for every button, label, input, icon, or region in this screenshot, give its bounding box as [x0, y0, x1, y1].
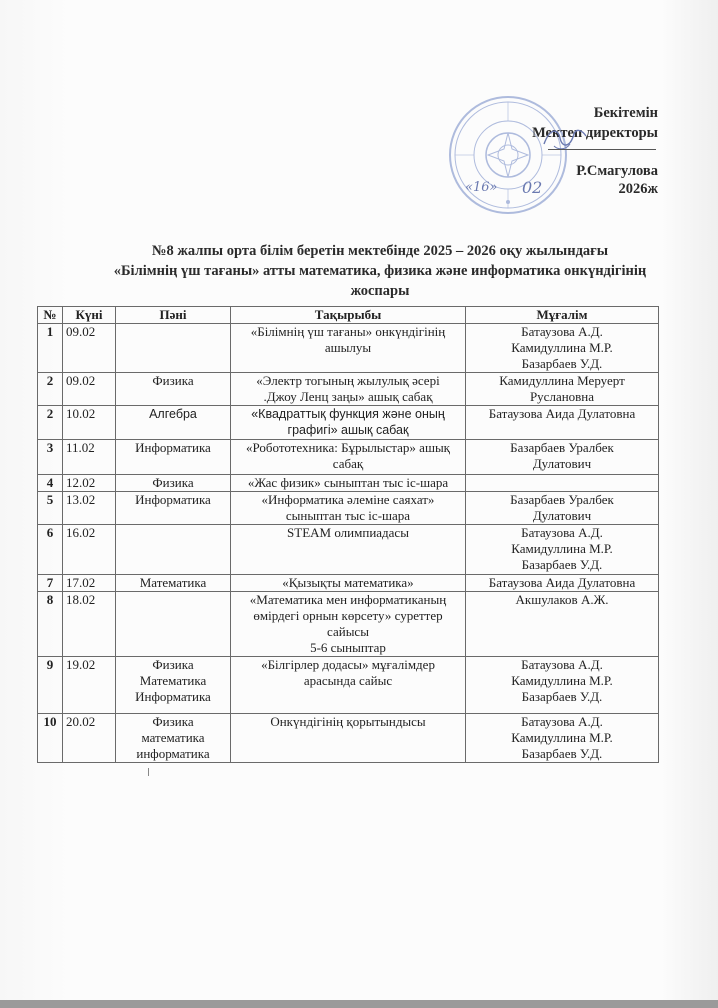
- row-date-cell: [63, 492, 116, 525]
- row-number: 9: [46, 657, 54, 672]
- table-row: [38, 592, 659, 657]
- row-subject: Алгебра: [149, 407, 197, 421]
- document-title-line-3: жоспары: [350, 283, 410, 299]
- row-subject: информатика: [136, 746, 210, 761]
- row-date-cell: [63, 525, 116, 575]
- row-date-cell: [63, 714, 116, 763]
- row-topic: Онкүндігінің қорытындысы: [270, 714, 426, 729]
- row-teacher: Дулатович: [532, 456, 592, 471]
- row-subject-cell: [116, 525, 231, 575]
- row-topic: «Информатика әлеміне саяхат»: [261, 492, 435, 507]
- row-teacher: Базарбаев Уралбек: [510, 492, 614, 507]
- row-teacher: Батаузова Аида Дулатовна: [488, 575, 636, 590]
- scan-edge: [0, 1000, 718, 1008]
- row-date: 18.02: [66, 592, 96, 607]
- row-topic: арасында сайыс: [303, 673, 393, 688]
- row-date: 13.02: [66, 492, 96, 507]
- row-teacher: Камидуллина М.Р.: [511, 673, 613, 688]
- document-title-line-2: «Білімнің үш тағаны» атты математика, физика және информатика онкүндігінің: [113, 263, 647, 279]
- row-subject: Информатика: [135, 689, 211, 704]
- row-subject-cell: [116, 592, 231, 657]
- approval-title: Бекітемін: [593, 105, 658, 121]
- director-name: Р.Смагулова: [576, 163, 658, 179]
- table-row: [38, 525, 659, 575]
- row-teacher-cell: [466, 714, 659, 763]
- row-subject: математика: [141, 730, 205, 745]
- row-topic: графигі» ашық сабақ: [287, 423, 409, 437]
- row-date-cell: [63, 475, 116, 492]
- row-number-cell: [38, 714, 63, 763]
- handwritten-day: «16»: [465, 180, 498, 195]
- row-teacher: Акшулаков А.Ж.: [515, 592, 609, 607]
- row-teacher: Базарбаев У.Д.: [521, 746, 603, 761]
- row-subject: Физика: [152, 714, 194, 729]
- row-date: 10.02: [66, 406, 96, 421]
- table-row: [38, 657, 659, 714]
- row-number-cell: [38, 575, 63, 592]
- row-topic-cell: [231, 373, 466, 406]
- row-topic: «Электр тогының жылулық әсері: [256, 373, 440, 388]
- row-date: 17.02: [66, 575, 96, 590]
- row-date-cell: [63, 406, 116, 440]
- row-date-cell: [63, 324, 116, 373]
- header-teacher: Мұғалім: [466, 307, 659, 324]
- row-topic: сыныптан тыс іс-шара: [285, 508, 411, 523]
- row-date: 09.02: [66, 373, 96, 388]
- row-number: 8: [46, 592, 54, 607]
- row-number-cell: [38, 592, 63, 657]
- handwritten-month: 02: [522, 178, 543, 197]
- row-number: 4: [46, 475, 54, 490]
- row-topic: «Білгірлер додасы» мұғалімдер: [261, 657, 435, 672]
- row-topic: STEAM олимпиадасы: [287, 525, 409, 540]
- row-subject-cell: [116, 475, 231, 492]
- row-teacher: Камидуллина М.Р.: [511, 340, 613, 355]
- row-teacher-cell: [466, 492, 659, 525]
- row-topic-cell: [231, 440, 466, 475]
- row-topic-cell: [231, 406, 466, 440]
- row-teacher-cell: [466, 373, 659, 406]
- row-teacher: Камидуллина М.Р.: [511, 541, 613, 556]
- row-teacher: Батаузова А.Д.: [521, 657, 603, 672]
- row-date-cell: [63, 440, 116, 475]
- table-row: [38, 475, 659, 492]
- row-topic: өмірдегі орнын көрсету» суреттер: [253, 608, 443, 623]
- row-teacher-cell: [466, 406, 659, 440]
- table-row: [38, 324, 659, 373]
- row-topic-cell: [231, 714, 466, 763]
- row-teacher-cell: [466, 592, 659, 657]
- row-date-cell: [63, 657, 116, 714]
- row-topic-cell: [231, 324, 466, 373]
- row-teacher-cell: [466, 475, 659, 492]
- row-teacher: Дулатович: [532, 508, 592, 523]
- row-teacher: Батаузова А.Д.: [521, 525, 603, 540]
- row-number: 3: [46, 440, 54, 455]
- row-date: 11.02: [66, 440, 95, 455]
- row-teacher: Базарбаев У.Д.: [521, 356, 603, 371]
- row-date: 09.02: [66, 324, 96, 339]
- row-subject-cell: [116, 440, 231, 475]
- row-topic-cell: [231, 492, 466, 525]
- row-subject: Математика: [139, 673, 207, 688]
- row-subject: Информатика: [135, 492, 211, 507]
- row-subject: Математика: [139, 575, 207, 590]
- row-number: 1: [46, 324, 54, 339]
- row-subject-cell: [116, 373, 231, 406]
- event-plan-table: [37, 306, 659, 763]
- approval-position: Мектеп директоры: [532, 125, 658, 141]
- approval-year: 2026ж: [618, 181, 658, 197]
- row-date: 16.02: [66, 525, 96, 540]
- row-topic-cell: [231, 525, 466, 575]
- row-teacher: Батаузова А.Д.: [521, 714, 603, 729]
- row-number: 6: [46, 525, 54, 540]
- row-subject-cell: [116, 492, 231, 525]
- row-teacher: Батаузова А.Д.: [521, 324, 603, 339]
- row-number-cell: [38, 373, 63, 406]
- row-teacher: Базарбаев У.Д.: [521, 557, 603, 572]
- row-topic-cell: [231, 475, 466, 492]
- row-number: 2: [46, 373, 54, 388]
- row-number: 7: [46, 575, 54, 590]
- row-teacher-cell: [466, 440, 659, 475]
- row-teacher: Камидуллина М.Р.: [511, 730, 613, 745]
- table-row: [38, 373, 659, 406]
- row-date-cell: [63, 592, 116, 657]
- row-topic-cell: [231, 575, 466, 592]
- row-teacher: Руслановна: [529, 389, 595, 404]
- row-subject-cell: [116, 324, 231, 373]
- row-number-cell: [38, 492, 63, 525]
- row-topic: 5-6 сыныптар: [310, 640, 386, 655]
- row-subject: Физика: [152, 475, 194, 490]
- header-number: №: [38, 307, 63, 324]
- row-subject: Физика: [152, 657, 194, 672]
- row-number-cell: [38, 657, 63, 714]
- row-topic: «Қызықты математика»: [282, 575, 414, 590]
- document-title-line-1: №8 жалпы орта білім беретін мектебінде 2025 – 2026 оқу жылындағы: [151, 243, 609, 259]
- header-subject: Пәні: [116, 307, 231, 324]
- row-subject-cell: [116, 575, 231, 592]
- row-topic: сабақ: [332, 456, 364, 471]
- row-number: 2: [46, 406, 54, 421]
- row-date: 20.02: [66, 714, 96, 729]
- row-number-cell: [38, 525, 63, 575]
- row-date-cell: [63, 373, 116, 406]
- director-signature: [540, 124, 590, 152]
- signature-line: [548, 149, 656, 150]
- row-topic-cell: [231, 657, 466, 714]
- row-date: 12.02: [66, 475, 96, 490]
- row-number-cell: [38, 475, 63, 492]
- row-subject-cell: [116, 714, 231, 763]
- row-teacher-cell: [466, 525, 659, 575]
- table-header-row: [38, 307, 659, 324]
- row-topic: .Джоу Ленц заңы» ашық сабақ: [263, 389, 433, 404]
- row-topic: «Жас физик» сыныптан тыс іс-шара: [247, 475, 449, 490]
- row-topic: «Квадраттық функция және оның: [251, 407, 445, 421]
- row-number-cell: [38, 324, 63, 373]
- row-teacher: Батаузова Аида Дулатовна: [488, 406, 636, 421]
- table-row: [38, 492, 659, 525]
- stray-pen-mark: [148, 768, 149, 776]
- row-topic: «Білімнің үш тағаны» онкүндігінің: [250, 324, 446, 339]
- row-number: 10: [43, 714, 57, 729]
- header-date: Күні: [63, 307, 116, 324]
- row-date-cell: [63, 575, 116, 592]
- row-subject-cell: [116, 406, 231, 440]
- row-topic: сайысы: [327, 624, 369, 639]
- row-subject: Информатика: [135, 440, 211, 455]
- row-topic-cell: [231, 592, 466, 657]
- row-topic: ашылуы: [324, 340, 372, 355]
- row-topic: «Математика мен информатиканың: [249, 592, 447, 607]
- row-teacher-cell: [466, 324, 659, 373]
- row-number: 5: [46, 492, 54, 507]
- row-number-cell: [38, 406, 63, 440]
- header-topic: Тақырыбы: [231, 307, 466, 324]
- table-row: [38, 406, 659, 440]
- row-teacher-cell: [466, 657, 659, 714]
- table-row: [38, 575, 659, 592]
- table-row: [38, 714, 659, 763]
- row-topic: «Робототехника: Бұрылыстар» ашық: [245, 440, 450, 455]
- row-number-cell: [38, 440, 63, 475]
- row-subject: Физика: [152, 373, 194, 388]
- row-subject-cell: [116, 657, 231, 714]
- table-row: [38, 440, 659, 475]
- row-teacher: Базарбаев У.Д.: [521, 689, 603, 704]
- row-teacher: Камидуллина Меруерт: [499, 373, 625, 388]
- row-teacher-cell: [466, 575, 659, 592]
- row-teacher: Базарбаев Уралбек: [510, 440, 614, 455]
- row-date: 19.02: [66, 657, 96, 672]
